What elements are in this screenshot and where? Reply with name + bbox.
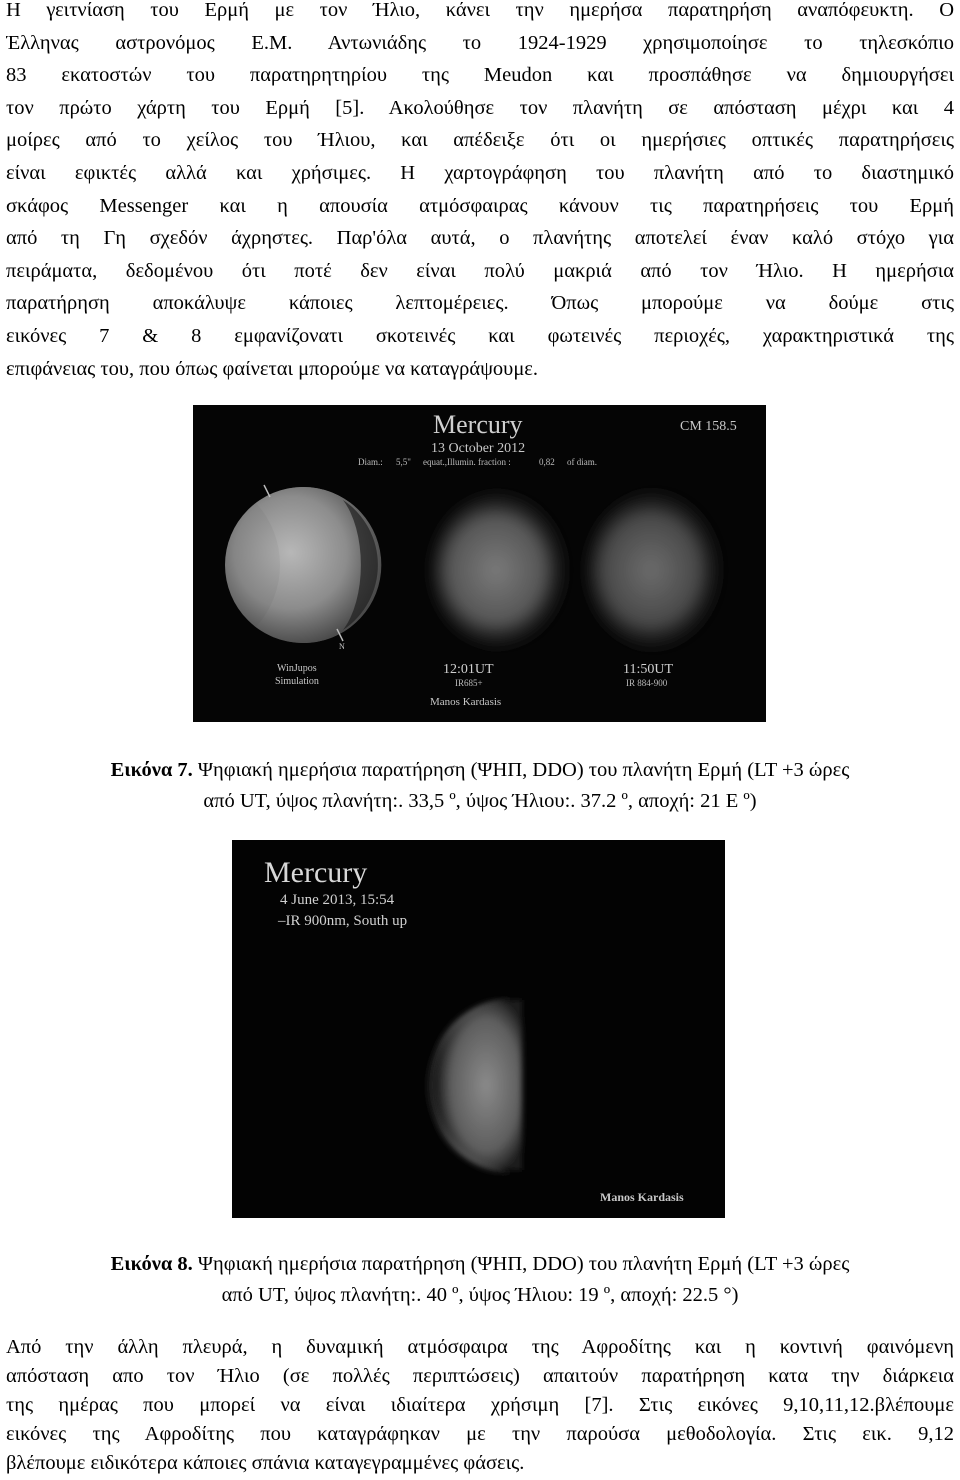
illumination-label: equat.,Illumin. fraction :	[423, 457, 511, 467]
filter-1: IR685+	[455, 678, 483, 688]
intro-paragraph	[6, 0, 954, 385]
text-line: βλέπουμε ειδικότερα κάποιες σπάνια καταγεγραμμένες φάσεις.	[6, 1452, 525, 1474]
north-label: N	[339, 642, 345, 651]
time-2: 11:50UT	[623, 662, 674, 677]
figure-7-date: 13 October 2012	[431, 441, 526, 456]
author-credit: Manos Kardasis	[430, 696, 502, 708]
time-1: 12:01UT	[443, 662, 494, 677]
simulation-label: Simulation	[275, 676, 319, 687]
caption-label: Εικόνα 7.	[110, 759, 193, 781]
caption-text: από UT, ύψος πλανήτη:. 40 º, ύψος Ήλιου: 19 º, αποχή: 22.5 °)	[221, 1284, 739, 1306]
diam-label: Diam.:	[358, 457, 383, 467]
mercury-crescent-photo	[232, 840, 725, 1218]
mercury-photo-1	[431, 490, 575, 650]
text-line: της ημέρας που μπορεί να είναι ιδιαίτερα χρήσιμη [7]. Στις εικόνες 9,10,11,12.βλέπουμε	[6, 1394, 954, 1416]
text-line: Έλληνας αστρονόμος Ε.Μ. Αντωνιάδης το 1924-1929 χρησιμοποίησε το τηλεσκόπιο	[6, 31, 954, 54]
mercury-composite-photo	[193, 405, 766, 722]
simulation-label: WinJupos	[277, 663, 317, 674]
text-line: Από την άλλη πλευρά, η δυναμική ατμόσφαιρα της Αφροδίτης και η κοντινή φαινόμενη	[6, 1336, 954, 1358]
figure-8-title: Mercury	[264, 856, 368, 889]
text-line: 83 εκατοστών του παρατηρητηρίου της Meudon και προσπάθησε να δημιουργήσει	[6, 64, 954, 87]
caption-text: Ψηφιακή ημερήσια παρατήρηση (ΨΗΠ, DDO) του πλανήτη Ερμή (LT +3 ώρες	[192, 759, 850, 781]
text-line: μοίρες από το χείλος του Ήλιου, και απέδειξε ότι οι ημερήσιες οπτικές παρατηρήσεις	[6, 129, 954, 152]
figure-8-filter: –IR 900nm, South up	[278, 913, 408, 929]
caption-text: από UT, ύψος πλανήτη:. 33,5 º, ύψος Ήλιου:. 37.2 º, αποχή: 21 E º)	[203, 790, 757, 812]
figure-7-title: Mercury	[433, 410, 523, 439]
text-line: επιφάνειας του, που όπως φαίνεται μπορούμε να καταγράψουμε.	[6, 357, 539, 380]
text-line: τον πρώτο χάρτη του Ερμή [5]. Ακολούθησε τον πλανήτη σε απόσταση μέχρι και 4	[6, 96, 954, 119]
figure-7-image	[193, 405, 766, 722]
caption-label: Εικόνα 8.	[110, 1253, 193, 1275]
text-line: εικόνες της Αφροδίτης που καταγράφηκαν με την παρούσα μεθοδολογία. Στις εικ. 9,12	[6, 1423, 954, 1445]
of-diam-label: of diam.	[567, 457, 597, 467]
figure-8-caption	[0, 1249, 960, 1311]
illumination-fraction: 0,82	[539, 457, 555, 467]
text-line: Η γειτνίαση του Ερμή με τον Ήλιο, κάνει την ημερήσα παρατηρήση αναπόφευκτη. Ο	[6, 0, 954, 21]
text-line: είναι εφικτές αλλά και χρήσιμες. Η χαρτογράφηση του πλανήτη από το διαστημικό	[6, 161, 954, 184]
central-meridian: CM 158.5	[680, 419, 737, 434]
mercury-photo-2	[586, 488, 730, 652]
author-credit: Manos Kardasis	[600, 1190, 684, 1204]
text-line: απόσταση απο τον Ήλιο (σε πολλές περιπτώσεις) απαιτούν παρατήρηση κατα την διάρκεια	[6, 1365, 954, 1387]
caption-text: Ψηφιακή ημερήσια παρατήρηση (ΨΗΠ, DDO) του πλανήτη Ερμή (LT +3 ώρες	[192, 1253, 850, 1275]
text-line: από τη Γη σχεδόν άχρηστες. Παρ'όλα αυτά, ο πλανήτης αποτελεί έναν καλό στόχο για	[6, 227, 954, 250]
text-line: σκάφος Messenger και η απουσία ατμόσφαιρας κάνουν τις παρατηρήσεις του Ερμή	[6, 194, 954, 217]
diam-value: 5,5"	[396, 457, 411, 467]
text-line: παρατήρηση αποκάλυψε κάποιες λεπτομέρειες. Όπως μπορούμε να δούμε στις	[6, 292, 954, 315]
filter-2: IR 884-900	[626, 678, 668, 688]
figure-8-date: 4 June 2013, 15:54	[280, 892, 395, 908]
text-line: εικόνες 7 & 8 εμφανίζονατι σκοτεινές και φωτεινές περιοχές, χαρακτηριστικά της	[6, 324, 954, 347]
figure-7-caption	[0, 755, 960, 817]
figure-8-image	[232, 840, 725, 1218]
venus-paragraph	[6, 1333, 954, 1478]
text-line: πειράματα, δεδομένου ότι ποτέ δεν είναι πολύ μακριά από τον Ήλιο. Η ημερήσια	[6, 259, 954, 282]
